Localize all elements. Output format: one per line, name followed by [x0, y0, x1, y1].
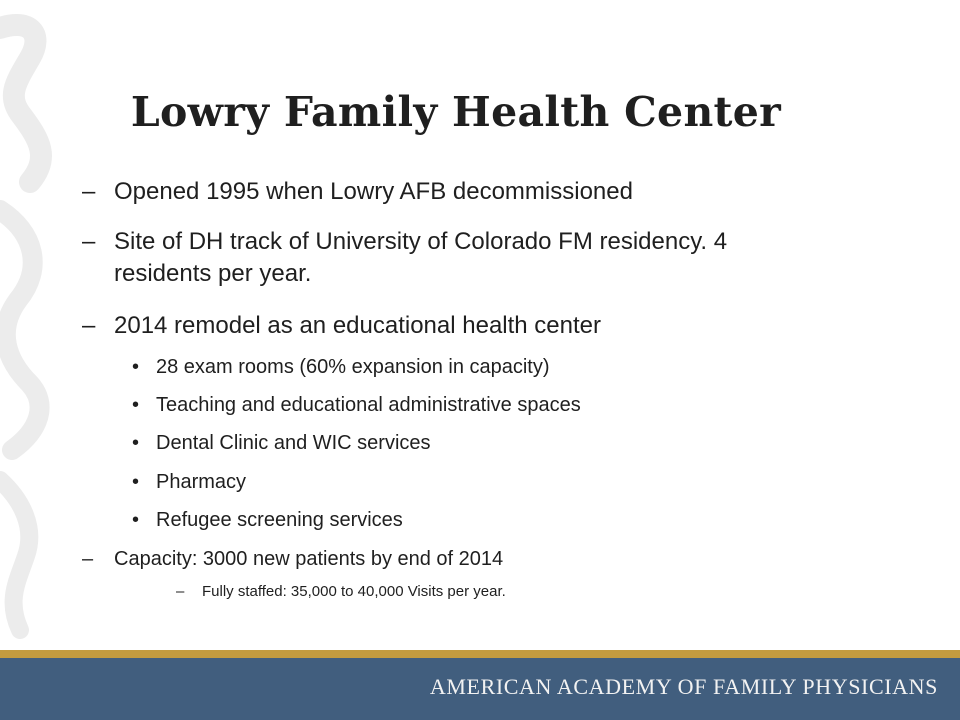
list-item — [132, 392, 772, 418]
list-item-text: Capacity: 3000 new patients by end of 2014 — [114, 548, 504, 570]
list-item-text: Pharmacy — [156, 471, 247, 493]
bullet-marker: • — [132, 432, 140, 454]
dash-marker: – — [82, 312, 96, 339]
bullet-marker: • — [132, 394, 140, 416]
footer-bar — [0, 658, 960, 720]
list-item-text: Dental Clinic and WIC services — [156, 432, 431, 454]
list-item-text: Opened 1995 when Lowry AFB decommissioned — [114, 178, 633, 205]
bullet-marker: • — [132, 509, 140, 531]
list-item-text: Refugee screening services — [156, 509, 403, 531]
dash-marker: – — [82, 548, 94, 570]
slide-title: Lowry Family Health Center — [130, 88, 782, 136]
list-item — [132, 430, 772, 456]
bullet-marker: • — [132, 471, 140, 493]
list-item-text: Site of DH track of University of Colorado FM residency. 4 residents per year. — [114, 228, 728, 287]
organization-name: AMERICAN ACADEMY OF FAMILY PHYSICIANS — [429, 674, 938, 699]
list-item-text: 2014 remodel as an educational health center — [114, 312, 602, 339]
list-item — [82, 226, 802, 290]
dash-marker: – — [82, 178, 96, 205]
list-item — [132, 354, 772, 380]
list-item — [82, 546, 802, 572]
list-item — [176, 582, 776, 602]
dash-marker: – — [82, 228, 96, 255]
list-item — [132, 507, 772, 533]
list-item — [82, 176, 802, 208]
list-item — [82, 310, 802, 342]
list-item-text: Teaching and educational administrative spaces — [156, 394, 581, 416]
list-item-text: Fully staffed: 35,000 to 40,000 Visits per year. — [202, 583, 506, 600]
list-item-text: 28 exam rooms (60% expansion in capacity) — [156, 356, 550, 378]
footer-accent-stripe — [0, 650, 960, 658]
dash-marker: – — [176, 583, 185, 600]
bullet-marker: • — [132, 356, 140, 378]
list-item — [132, 469, 772, 495]
